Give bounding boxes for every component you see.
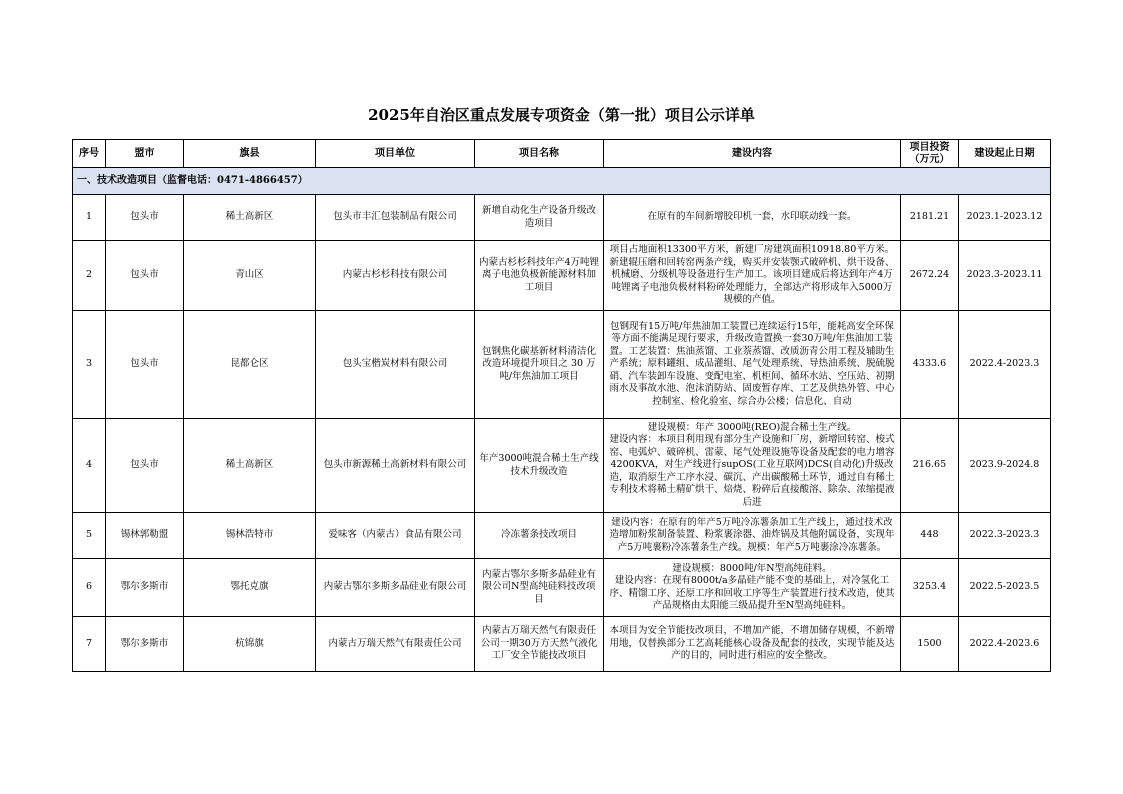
table-header-row bbox=[73, 140, 1051, 168]
header-period: 建设起止日期 bbox=[959, 140, 1051, 168]
table-row bbox=[73, 617, 1051, 672]
cell-content-text: 本项目为安全节能技改项目，不增加产能，不增加储存规模，不新增用地，仅替换部分工艺高耗能核心设备及配套的技改，实现节能及达产的目的，同时进行相应的安全整改。 bbox=[609, 625, 895, 662]
cell-county: 鄂托克旗 bbox=[184, 559, 316, 617]
cell-league: 包头市 bbox=[106, 419, 184, 513]
header-unit: 项目单位 bbox=[316, 140, 475, 168]
cell-investment: 216.65 bbox=[901, 419, 959, 513]
cell-investment: 2181.21 bbox=[901, 195, 959, 241]
cell-content-text: 建设内容：在原有的年产5万吨冷冻薯条加工生产线上，通过技术改造增加粉浆制备装置、粉浆裹涂器、油炸锅及其他附属设备，实现年产5万吨裹粉冷冻薯条生产线。规模：年产5万吨裹涂冷冻薯条。 bbox=[609, 516, 895, 553]
cell-name: 新增自动化生产设备升级改造项目 bbox=[475, 195, 604, 241]
cell-county: 稀土高新区 bbox=[184, 419, 316, 513]
cell-content-text: 项目占地面积13300平方米，新建厂房建筑面积10918.80平方米。新建辊压磨和回转窑两条产线，购买并安装颚式破碎机、烘干设备、机械磨、分级机等设备进行生产加工。该项目建成后将达到年产4万吨锂离子电池负极材料粉碎处理能力，全部达产将形成年入5000万规模的产值。 bbox=[609, 244, 895, 306]
table-row bbox=[73, 559, 1051, 617]
cell-seq: 5 bbox=[73, 513, 106, 559]
cell-seq: 1 bbox=[73, 195, 106, 241]
cell-name: 内蒙古鄂尔多斯多晶硅业有限公司N型高纯硅料技改项目 bbox=[475, 559, 604, 617]
cell-league: 包头市 bbox=[106, 195, 184, 241]
cell-county: 昆都仑区 bbox=[184, 311, 316, 419]
cell-league: 鄂尔多斯市 bbox=[106, 617, 184, 672]
table-row bbox=[73, 241, 1051, 311]
cell-seq: 3 bbox=[73, 311, 106, 419]
cell-investment: 448 bbox=[901, 513, 959, 559]
cell-county: 稀土高新区 bbox=[184, 195, 316, 241]
cell-period: 2023.3-2023.11 bbox=[959, 241, 1051, 311]
project-table bbox=[72, 139, 1051, 672]
cell-name: 内蒙古杉杉科技年产4万吨锂离子电池负极新能源材料加工项目 bbox=[475, 241, 604, 311]
cell-unit: 内蒙古鄂尔多斯多晶硅业有限公司 bbox=[316, 559, 475, 617]
cell-period: 2023.9-2024.8 bbox=[959, 419, 1051, 513]
header-seq: 序号 bbox=[73, 140, 106, 168]
cell-seq: 7 bbox=[73, 617, 106, 672]
cell-content bbox=[604, 195, 901, 241]
cell-name: 冷冻薯条技改项目 bbox=[475, 513, 604, 559]
cell-period: 2022.4-2023.6 bbox=[959, 617, 1051, 672]
section-label: 一、技术改造项目（监督电话：0471-4866457） bbox=[73, 168, 1051, 195]
cell-seq: 2 bbox=[73, 241, 106, 311]
header-county: 旗县 bbox=[184, 140, 316, 168]
cell-league: 锡林郭勒盟 bbox=[106, 513, 184, 559]
cell-period: 2022.4-2023.3 bbox=[959, 311, 1051, 419]
cell-investment: 3253.4 bbox=[901, 559, 959, 617]
cell-content bbox=[604, 241, 901, 311]
cell-content bbox=[604, 513, 901, 559]
cell-league: 包头市 bbox=[106, 311, 184, 419]
cell-league: 鄂尔多斯市 bbox=[106, 559, 184, 617]
cell-unit: 爱味客（内蒙古）食品有限公司 bbox=[316, 513, 475, 559]
cell-content bbox=[604, 617, 901, 672]
cell-content-text: 在原有的车间新增胶印机一套，水印联动线一套。 bbox=[647, 211, 857, 223]
table-row bbox=[73, 195, 1051, 241]
table-row bbox=[73, 311, 1051, 419]
cell-content-text: 建设规模：年产 3000吨(REO)混合稀土生产线。 建设内容：本项目利用现有部分生产设施和厂房，新增回转窑、梭式窑、电弧炉、破碎机、雷蒙、尾气处理设施等设备及配套的电力增容 4200KVA，对生产线进行supOS(工业互联网)DCS(自动化)升级改造，取消原生产工序水浸、碳沉、产出碳酸稀土环节，通过自有稀土专利技术将稀土精矿烘干、焙烧、粉碎后直接酸溶、除杂、浓缩提液后进 bbox=[609, 421, 895, 508]
cell-unit: 包头宝楷炭材料有限公司 bbox=[316, 311, 475, 419]
cell-seq: 6 bbox=[73, 559, 106, 617]
cell-content-text: 包钢现有15万吨/年焦油加工装置已连续运行15年，能耗高安全环保等方面不能满足现行要求，升级改造置换一套30万吨/年焦油加工装置。工艺装置：焦油蒸馏、工业萘蒸馏、改质沥青公用工程及辅助生产系统；原料罐组、成品灌组、尾气处理系统、导热油系统、脱硫脱硝、汽车装卸车设施、变配电室、机柜间、循环水站、空压站、初期雨水及事故水池、泡沫消防站、固废暂存库、工艺及供热外管、中心控制室、检化验室、综合办公楼；信息化、自动 bbox=[609, 320, 895, 407]
header-investment: 项目投资（万元） bbox=[901, 140, 959, 168]
cell-league: 包头市 bbox=[106, 241, 184, 311]
cell-investment: 2672.24 bbox=[901, 241, 959, 311]
table-row bbox=[73, 513, 1051, 559]
header-league: 盟市 bbox=[106, 140, 184, 168]
cell-seq: 4 bbox=[73, 419, 106, 513]
cell-name: 内蒙古万瑞天然气有限责任公司一期30万方天然气液化工厂安全节能技改项目 bbox=[475, 617, 604, 672]
cell-name: 年产3000吨混合稀土生产线技术升级改造 bbox=[475, 419, 604, 513]
section-row bbox=[73, 168, 1051, 195]
cell-investment: 1500 bbox=[901, 617, 959, 672]
cell-name: 包钢焦化碳基新材料清洁化改造环境提升项目之 30 万吨/年焦油加工项目 bbox=[475, 311, 604, 419]
cell-period: 2022.3-2023.3 bbox=[959, 513, 1051, 559]
header-content: 建设内容 bbox=[604, 140, 901, 168]
page-title: 2025年自治区重点发展专项资金（第一批）项目公示详单 bbox=[368, 106, 755, 124]
cell-unit: 内蒙古杉杉科技有限公司 bbox=[316, 241, 475, 311]
cell-content-text: 建设规模：8000吨/年N型高纯硅料。 建设内容：在现有8000t/a多晶硅产能不变的基础上，对冷氢化工序、精馏工序、还原工序和回收工序等生产装置进行技术改造，使其产品规格由太阳能三级品提升至N型高纯硅料。 bbox=[609, 562, 895, 611]
cell-period: 2023.1-2023.12 bbox=[959, 195, 1051, 241]
cell-period: 2022.5-2023.5 bbox=[959, 559, 1051, 617]
cell-unit: 包头市新源稀土高新材料有限公司 bbox=[316, 419, 475, 513]
cell-investment: 4333.6 bbox=[901, 311, 959, 419]
table-row bbox=[73, 419, 1051, 513]
cell-content bbox=[604, 419, 901, 513]
cell-unit: 内蒙古万瑞天然气有限责任公司 bbox=[316, 617, 475, 672]
header-name: 项目名称 bbox=[475, 140, 604, 168]
cell-content bbox=[604, 311, 901, 419]
cell-unit: 包头市丰汇包装制品有限公司 bbox=[316, 195, 475, 241]
cell-content bbox=[604, 559, 901, 617]
cell-county: 杭锦旗 bbox=[184, 617, 316, 672]
cell-county: 青山区 bbox=[184, 241, 316, 311]
cell-county: 锡林浩特市 bbox=[184, 513, 316, 559]
